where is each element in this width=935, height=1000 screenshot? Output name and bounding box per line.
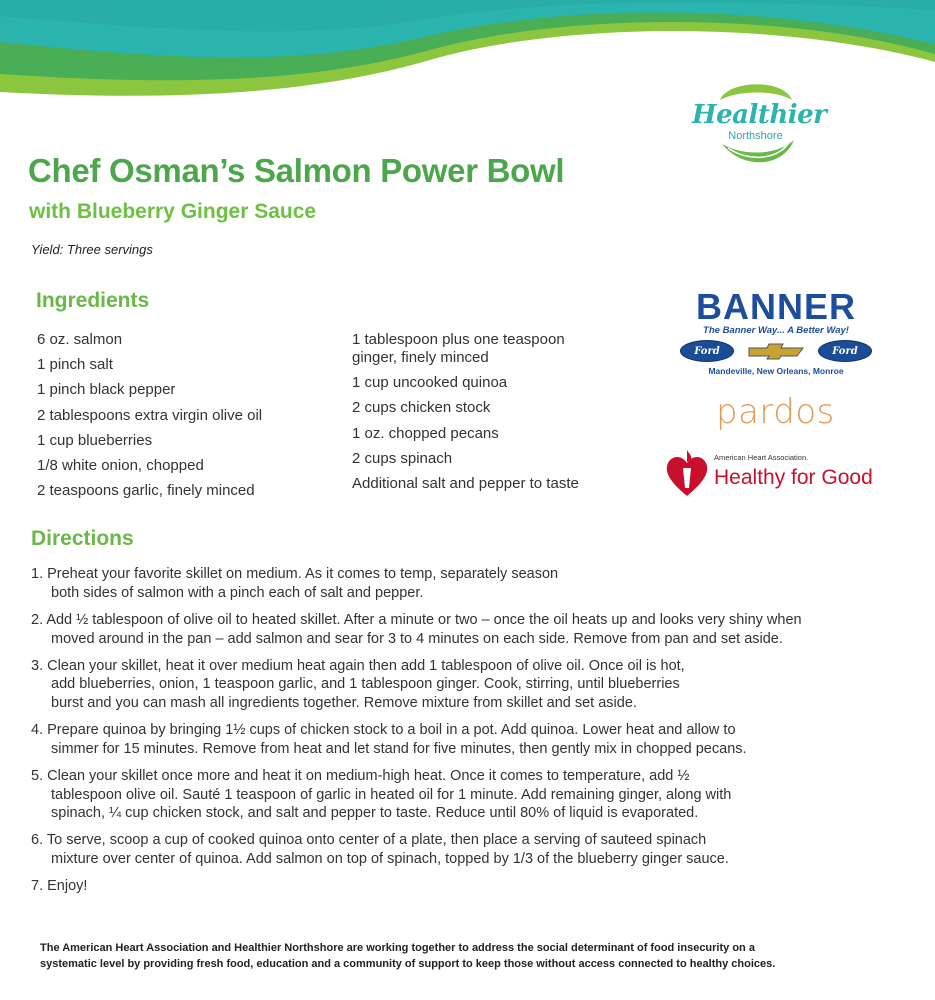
direction-line: moved around in the pan – add salmon and sear for 3 to 4 minutes on each side. Remove from pan and set aside. [51,630,783,647]
direction-line: spinach, ¼ cup chicken stock, and salt and pepper to taste. Reduce until 80% of liquid is evaporated. [51,805,699,822]
direction-step [31,565,921,602]
aha-healthy-for-good-logo [664,448,904,508]
sponsor-logos [660,286,900,510]
direction-line: 3. Clean your skillet, heat it over medium heat again then add 1 tablespoon of olive oil. Once oil is hot, [31,657,685,674]
direction-line: both sides of salmon with a pinch each of salt and pepper. [51,584,424,601]
ingredient-item: 2 cups chicken stock [352,399,491,417]
ford-oval-icon: Ford [818,340,872,362]
ingredient-item: 2 tablespoons extra virgin olive oil [37,406,263,424]
footer-line: systematic level by providing fresh food, education and a community of support to keep those without access connected to healthy choices. [40,958,776,970]
direction-line: add blueberries, onion, 1 teaspoon garlic, and 1 tablespoon ginger. Cook, stirring, until blueberries [51,676,680,693]
healthier-northshore-logo [688,78,827,168]
direction-step [31,721,921,758]
ingredient-item: 6 oz. salmon [37,331,123,348]
aha-tagline: Healthy for Good [714,466,873,489]
direction-line: 6. To serve, scoop a cup of cooked quinoa onto center of a plate, then place a serving of sauteed spinach [31,832,707,849]
dealer-badges [680,339,872,363]
heart-torch-icon [664,450,710,500]
banner-locations: Mandeville, New Orleans, Monroe [708,366,844,376]
direction-step [31,611,921,648]
logo-wordmark: Healthier [692,100,827,130]
ingredient-item: 1 cup uncooked quinoa [352,374,508,392]
page-subtitle: with Blueberry Ginger Sauce [29,200,317,223]
ingredient-item: 1 pinch salt [37,356,113,374]
aha-org-name: American Heart Association. [714,453,809,462]
direction-line: 7. Enjoy! [31,878,88,895]
directions-heading: Directions [31,527,134,550]
footer-note [40,940,900,972]
chevrolet-bowtie-icon [747,342,805,360]
direction-step [31,877,921,896]
direction-step [31,767,921,823]
ingredient-item: 1 cup blueberries [37,431,153,449]
pardos-logo: pardos [716,392,835,432]
ingredient-item: 1 pinch black pepper [37,381,176,399]
direction-line: 5. Clean your skillet once more and heat it on medium-high heat. Once it comes to temperature, add ½ [31,767,690,784]
footer-line: The American Heart Association and Healthier Northshore are working together to address the social determinant of food insecurity on a [40,942,755,954]
direction-line: 2. Add ½ tablespoon of olive oil to heated skillet. After a minute or two – once the oil heats up and looks very shiny when [31,611,802,628]
ingredients-list-right [352,331,579,500]
banner-name: BANNER [695,286,856,327]
direction-step [31,657,921,713]
ingredient-item: 1 tablespoon plus one teaspoon [352,331,565,348]
direction-line: 1. Preheat your favorite skillet on medium. As it comes to temp, separately season [31,566,559,582]
directions-list [31,565,921,904]
banner-logo [680,286,872,377]
direction-step [31,831,921,868]
yield-text: Yield: Three servings [31,242,153,257]
ingredient-item: 2 cups spinach [352,449,453,467]
ingredient-item: 1/8 white onion, chopped [37,456,204,474]
ingredient-item: Additional salt and pepper to taste [352,474,579,492]
ingredients-heading: Ingredients [36,289,150,312]
direction-line: 4. Prepare quinoa by bringing 1½ cups of chicken stock to a boil in a pot. Add quinoa. Lower heat and allow to [31,722,736,739]
ingredient-item: ginger, finely minced [352,349,489,366]
direction-line: burst and you can mash all ingredients together. Remove mixture from skillet and set aside. [51,695,637,711]
banner-tagline: The Banner Way... A Better Way! [703,325,849,336]
direction-line: tablespoon olive oil. Sauté 1 teaspoon of garlic in heated oil for 1 minute. Add remaining ginger, along with [51,786,732,803]
direction-line: simmer for 15 minutes. Remove from heat and let stand for five minutes, then gently mix in chopped pecans. [51,740,747,757]
ingredients-list-left [37,331,262,507]
logo-subtitle: Northshore [728,130,783,142]
ingredient-item: 1 oz. chopped pecans [352,424,499,442]
page-title: Chef Osman’s Salmon Power Bowl [28,152,565,189]
ingredient-item: 2 teaspoons garlic, finely minced [37,482,255,500]
ford-oval-icon: Ford [680,340,734,362]
direction-line: mixture over center of quinoa. Add salmon on top of spinach, topped by 1/3 of the blueberry ginger sauce. [51,851,729,868]
